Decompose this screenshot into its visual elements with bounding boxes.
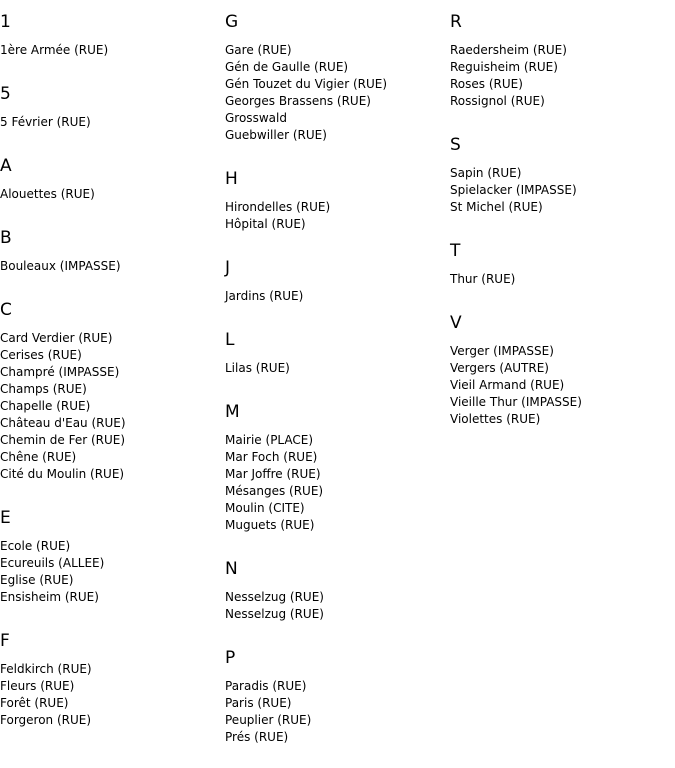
street-item: Vieille Thur (IMPASSE) [450,395,582,409]
street-item: Eglise (RUE) [0,573,74,587]
letter-group [450,313,672,428]
street-list [225,288,447,305]
street-item: Paradis (RUE) [225,679,307,693]
street-list [225,432,447,534]
letter-group [0,300,222,483]
street-item: Georges Brassens (RUE) [225,94,371,108]
street-item: Ecole (RUE) [0,539,71,553]
street-list [225,199,447,233]
street-item: Muguets (RUE) [225,518,315,532]
street-item: Verger (IMPASSE) [450,344,554,358]
letter-group [225,169,447,233]
street-item: Sapin (RUE) [450,166,522,180]
street-list [450,271,672,288]
street-item: Mar Joffre (RUE) [225,467,321,481]
street-item: Bouleaux (IMPASSE) [0,259,121,273]
street-list [0,42,222,59]
street-item: Rossignol (RUE) [450,94,545,108]
street-index-column-2 [225,0,447,746]
letter-group [0,84,222,131]
street-item: Chemin de Fer (RUE) [0,433,126,447]
street-item: Spielacker (IMPASSE) [450,183,577,197]
street-item: Forgeron (RUE) [0,713,92,727]
letter-group [225,559,447,623]
letter-heading: C [0,300,12,320]
street-item: Prés (RUE) [225,730,289,744]
letter-heading: R [450,12,462,32]
street-item: Mésanges (RUE) [225,484,324,498]
letter-heading: 1 [0,12,11,32]
street-item: Cité du Moulin (RUE) [0,467,125,481]
street-item: Violettes (RUE) [450,412,541,426]
letter-heading: M [225,402,240,422]
street-item: Feldkirch (RUE) [0,662,92,676]
street-item: Moulin (CITE) [225,501,305,515]
street-item: Card Verdier (RUE) [0,331,113,345]
street-item: 1ère Armée (RUE) [0,43,109,57]
letter-heading: T [450,241,461,261]
letter-group [450,241,672,288]
letter-group [450,135,672,216]
street-item: Chêne (RUE) [0,450,77,464]
letter-heading: S [450,135,461,155]
letter-group [450,12,672,110]
street-index-column-3 [450,0,672,428]
street-list [225,678,447,746]
street-list [0,258,222,275]
street-item: Champs (RUE) [0,382,87,396]
street-list [225,589,447,623]
letter-heading: A [0,156,12,176]
street-list [225,42,447,144]
letter-heading: E [0,508,11,528]
letter-heading: 5 [0,84,11,104]
letter-group [0,12,222,59]
street-list [0,186,222,203]
street-index-column-1 [0,0,222,729]
street-item: Hôpital (RUE) [225,217,306,231]
street-item: St Michel (RUE) [450,200,543,214]
letter-group [0,156,222,203]
street-list [0,538,222,606]
letter-heading: P [225,648,236,668]
street-item: Mar Foch (RUE) [225,450,318,464]
letter-heading: B [0,228,12,248]
street-list [225,360,447,377]
street-list [450,343,672,428]
letter-group [225,402,447,534]
street-item: Guebwiller (RUE) [225,128,327,142]
letter-group [0,508,222,606]
letter-heading: J [225,258,231,278]
letter-group [0,228,222,275]
street-item: Hirondelles (RUE) [225,200,331,214]
street-item: Ecureuils (ALLEE) [0,556,105,570]
letter-heading: V [450,313,462,333]
street-item: 5 Février (RUE) [0,115,91,129]
letter-heading: G [225,12,239,32]
letter-group [225,648,447,746]
street-item: Gén de Gaulle (RUE) [225,60,349,74]
street-item: Gare (RUE) [225,43,292,57]
street-item: Raedersheim (RUE) [450,43,567,57]
street-list [0,330,222,483]
letter-heading: L [225,330,235,350]
street-list [450,165,672,216]
letter-group [0,631,222,729]
street-item: Nesselzug (RUE) [225,590,324,604]
street-item: Alouettes (RUE) [0,187,95,201]
street-item: Reguisheim (RUE) [450,60,558,74]
street-list [0,114,222,131]
street-item: Gén Touzet du Vigier (RUE) [225,77,388,91]
street-item: Ensisheim (RUE) [0,590,99,604]
street-item: Paris (RUE) [225,696,292,710]
letter-heading: F [0,631,10,651]
letter-heading: N [225,559,238,579]
letter-group [225,12,447,144]
street-item: Chapelle (RUE) [0,399,91,413]
street-item: Roses (RUE) [450,77,523,91]
letter-group [225,330,447,377]
street-item: Château d'Eau (RUE) [0,416,126,430]
street-item: Champré (IMPASSE) [0,365,120,379]
street-item: Forêt (RUE) [0,696,69,710]
letter-heading: H [225,169,238,189]
street-item: Vieil Armand (RUE) [450,378,565,392]
street-item: Fleurs (RUE) [0,679,75,693]
street-item: Grosswald [225,111,287,125]
street-item: Nesselzug (RUE) [225,607,324,621]
street-item: Thur (RUE) [450,272,516,286]
street-list [450,42,672,110]
street-item: Cerises (RUE) [0,348,82,362]
street-item: Lilas (RUE) [225,361,290,375]
street-item: Peuplier (RUE) [225,713,312,727]
street-list [0,661,222,729]
street-item: Vergers (AUTRE) [450,361,549,375]
letter-group [225,258,447,305]
street-item: Mairie (PLACE) [225,433,314,447]
street-item: Jardins (RUE) [225,289,304,303]
